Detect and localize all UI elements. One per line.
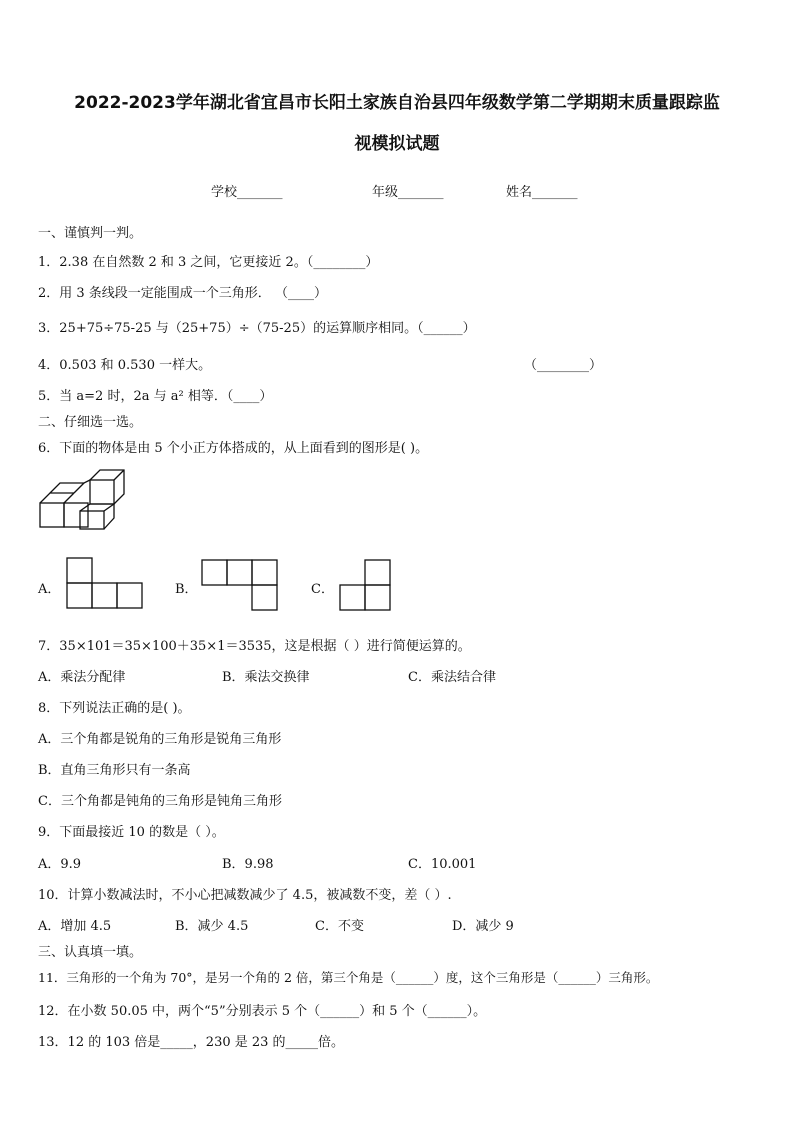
q6-option-a-figure (66, 557, 144, 609)
q10-option-c: C．不变 (315, 919, 364, 934)
page-title-line2: 视模拟试题 (354, 134, 440, 154)
q6-option-a-label: A． (38, 582, 61, 597)
q10-option-d: D．减少 9 (452, 919, 514, 934)
q6-option-c-figure (339, 559, 393, 611)
section-heading-1: 一、谨慎判一判。 (38, 226, 143, 241)
q10-option-a: A．增加 4.5 (38, 919, 112, 934)
question-2: 2．用 3 条线段一定能围成一个三角形． （____） (38, 286, 327, 301)
question-13: 13．12 的 103 倍是_____，230 是 23 的_____倍。 (38, 1035, 345, 1050)
question-5: 5．当 a=2 时，2a 与 a² 相等．（____） (38, 389, 273, 404)
q8-option-b: B．直角三角形只有一条高 (38, 763, 191, 778)
name-field: 姓名_______ (506, 185, 578, 200)
q10-option-b: B．减少 4.5 (175, 919, 249, 934)
question-12: 12．在小数 50.05 中，两个“5”分别表示 5 个（______）和 5 个（______）。 (38, 1004, 487, 1019)
question-6: 6．下面的物体是由 5 个小正方体搭成的，从上面看到的图形是( )。 (38, 441, 429, 456)
q8-option-c: C．三个角都是钝角的三角形是钝角三角形 (38, 794, 282, 809)
q7-option-a: A．乘法分配律 (38, 670, 126, 685)
question-3: 3．25+75÷75-25 与（25+75）÷（75-25）的运算顺序相同。（______） (38, 321, 476, 336)
section-heading-3: 三、认真填一填。 (38, 945, 143, 960)
q6-option-c-label: C． (311, 582, 334, 597)
question-1: 1．2.38 在自然数 2 和 3 之间，它更接近 2。（________） (38, 255, 379, 270)
q9-option-a: A．9.9 (38, 857, 82, 872)
question-10: 10．计算小数减法时，不小心把减数减少了 4.5，被减数不变，差（ ）. (38, 888, 452, 903)
page-title-line1: 2022-2023学年湖北省宜昌市长阳土家族自治县四年级数学第二学期期末质量跟踪监 (74, 93, 720, 113)
q7-option-c: C．乘法结合律 (408, 670, 496, 685)
cube-figure (38, 466, 130, 530)
school-field: 学校_______ (211, 185, 283, 200)
q6-option-b-label: B． (175, 582, 198, 597)
question-8: 8．下列说法正确的是( )。 (38, 701, 191, 716)
grade-field: 年级_______ (372, 185, 444, 200)
q8-option-a: A．三个角都是锐角的三角形是锐角三角形 (38, 732, 282, 747)
q6-option-b-figure (201, 559, 279, 611)
question-4-blank: （________） (524, 358, 603, 373)
q9-option-c: C．10.001 (408, 857, 477, 872)
q9-option-b: B．9.98 (222, 857, 274, 872)
question-11: 11．三角形的一个角为 70°，是另一个角的 2 倍，第三个角是（______）度，这个三角形是（______）三角形。 (38, 970, 659, 985)
q7-option-b: B．乘法交换律 (222, 670, 310, 685)
question-4: 4．0.503 和 0.530 一样大。 (38, 358, 212, 373)
question-9: 9．下面最接近 10 的数是（ ）。 (38, 825, 225, 840)
question-7: 7．35×101＝35×100＋35×1＝3535，这是根据（ ）进行简便运算的。 (38, 639, 471, 654)
section-heading-2: 二、仔细选一选。 (38, 415, 143, 430)
